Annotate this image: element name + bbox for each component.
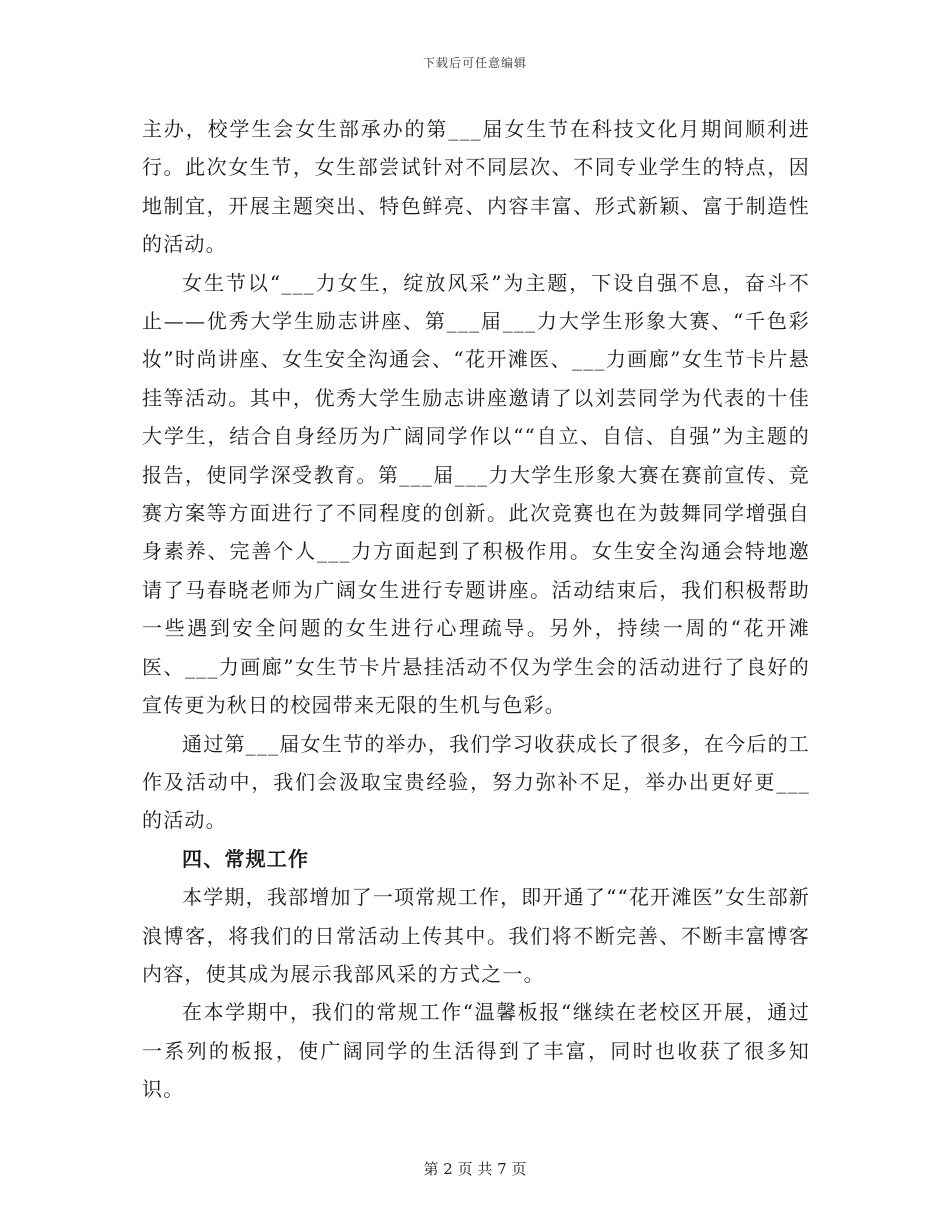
- paragraph-3: 通过第___届女生节的举办，我们学习收获成长了很多，在今后的工作及活动中，我们会汲取宝贵经验，努力弥补不足，举办出更好更___的活动。: [142, 731, 810, 833]
- header-note: 下载后可任意编辑: [422, 56, 527, 70]
- document-body: [142, 110, 810, 1109]
- paragraph-5: 在本学期中，我们的常规工作“温馨板报“继续在老校区开展，通过一系列的板报，使广阔同学的生活得到了丰富，同时也收获了很多知识。: [142, 1000, 810, 1102]
- paragraph-2: 女生节以“___力女生，绽放风采”为主题，下设自强不息，奋斗不止——优秀大学生励志讲座、第___届___力大学生形象大赛、“千色彩妆”时尚讲座、女生安全沟通会、“花开滩医、___力画廊”女生节卡片悬挂等活动。其中，优秀大学生励志讲座邀请了以刘芸同学为代表的十佳大学生，结合自身经历为广阔同学作以““自立、自信、自强”为主题的报告，使同学深受教育。第___届___力大学生形象大赛在赛前宣传、竞赛方案等方面进行了不同程度的创新。此次竞赛也在为鼓舞同学增强自身素养、完善个人___力方面起到了积极作用。女生安全沟通会特地邀请了马春晓老师为广阔女生进行专题讲座。活动结束后，我们积极帮助一些遇到安全问题的女生进行心理疏导。另外，持续一周的“花开滩医、___力画廊”女生节卡片悬挂活动不仅为学生会的活动进行了良好的宣传更为秋日的校园带来无限的生机与色彩。: [142, 270, 810, 718]
- paragraph-1: 主办，校学生会女生部承办的第___届女生节在科技文化月期间顺利进行。此次女生节，女生部尝试针对不同层次、不同专业学生的特点，因地制宜，开展主题突出、特色鲜亮、内容丰富、形式新颖、富于制造性的活动。: [142, 117, 810, 257]
- paragraph-4: 本学期，我部增加了一项常规工作，即开通了““花开滩医”女生部新浪博客，将我们的日常活动上传其中。我们将不断完善、不断丰富博客内容，使其成为展示我部风采的方式之一。: [142, 885, 810, 986]
- section-heading-routine-work: 四、常规工作: [182, 846, 310, 871]
- page-number: 第 2 页 共 7 页: [423, 1160, 527, 1178]
